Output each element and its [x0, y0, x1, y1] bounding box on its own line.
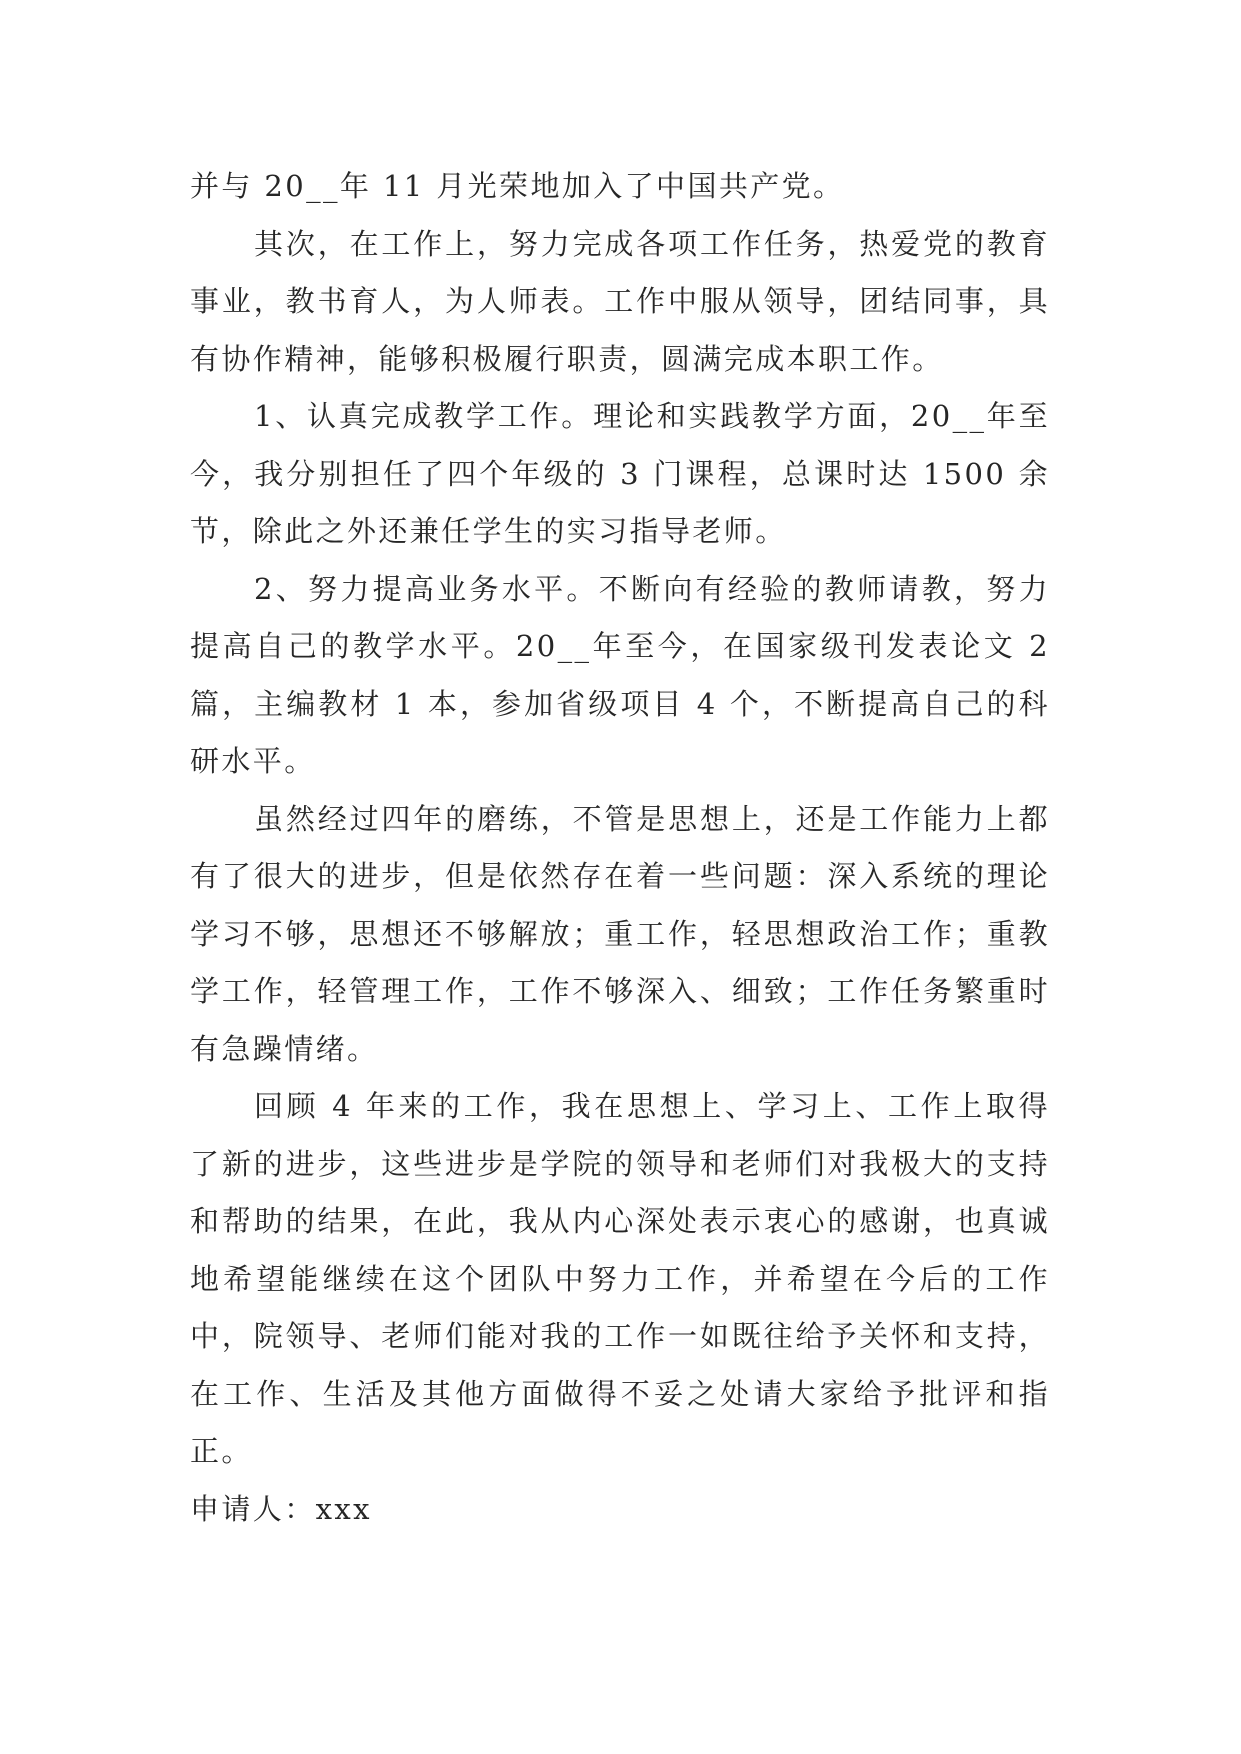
- paragraph-work-attitude: 其次，在工作上，努力完成各项工作任务，热爱党的教育事业，教书育人，为人师表。工作中服从领导，团结同事，具有协作精神，能够积极履行职责，圆满完成本职工作。: [190, 226, 1050, 376]
- paragraph-shortcomings: 虽然经过四年的磨练，不管是思想上，还是工作能力上都有了很大的进步，但是依然存在着一些问题：深入系统的理论学习不够，思想还不够解放；重工作，轻思想政治工作；重教学工作，轻管理工作，工作不够深入、细致；工作任务繁重时有急躁情绪。: [190, 801, 1050, 1066]
- paragraph-professional-level: 2、努力提高业务水平。不断向有经验的教师请教，努力提高自己的教学水平。20__年至今，在国家级刊发表论文 2 篇，主编教材 1 本，参加省级项目 4 个，不断提高自己的科研水平。: [190, 571, 1050, 778]
- paragraph-party-membership: 并与 20__年 11 月光荣地加入了中国共产党。: [190, 169, 845, 203]
- document-body: [190, 158, 1050, 1538]
- paragraph-conclusion: 回顾 4 年来的工作，我在思想上、学习上、工作上取得了新的进步，这些进步是学院的领导和老师们对我极大的支持和帮助的结果，在此，我从内心深处表示衷心的感谢，也真诚地希望能继续在这个团队中努力工作，并希望在今后的工作中，院领导、老师们能对我的工作一如既往给予关怀和支持，在工作、生活及其他方面做得不妥之处请大家给予批评和指正。: [190, 1089, 1050, 1468]
- paragraph-teaching-work: 1、认真完成教学工作。理论和实践教学方面，20__年至今，我分别担任了四个年级的 3 门课程，总课时达 1500 余节，除此之外还兼任学生的实习指导老师。: [190, 399, 1050, 548]
- signature-line: 申请人：xxx: [190, 1491, 372, 1526]
